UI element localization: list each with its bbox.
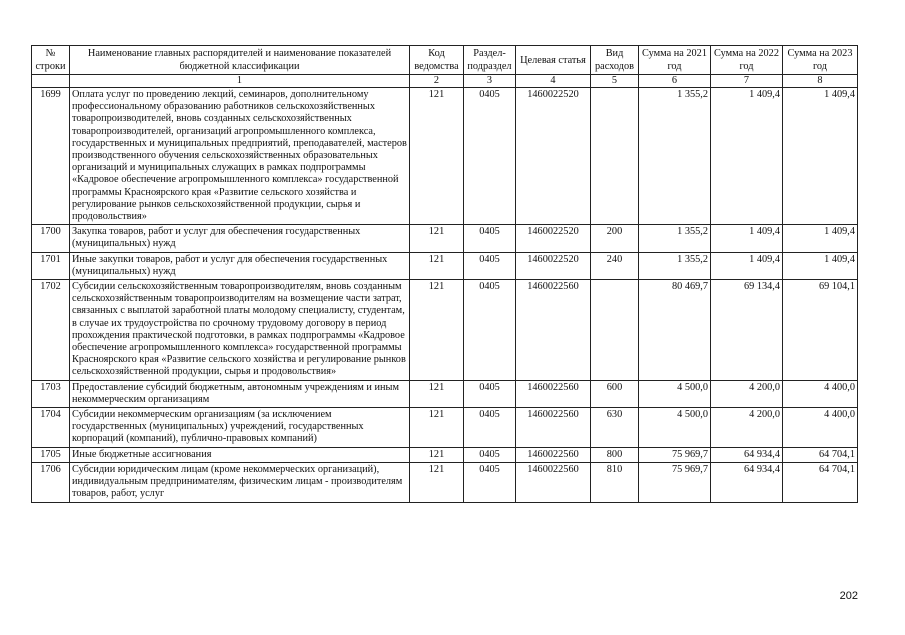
header-sum-2022: Сумма на 2022 год: [711, 46, 783, 75]
row-name: Оплата услуг по проведению лекций, семинаров, дополнительному профессиональному образованию работников сельскохозяйственных товаропроизводителей, вновь созданных сельскохозяйственных товаропроизводителей, организаций агропромышленного комплекса, государственных и муниципальных предприятий, преподавателей, мастеров производственного обучения сельскохозяйственных образовательных организаций и муниципальных служащих в рамках подпрограммы «Кадровое обеспечение агропромышленного комплекса» государственной программы Красноярского края «Развитие сельского хозяйства и регулирование рынков сельскохозяйственной продукции, сырья и продовольствия»: [70, 88, 410, 225]
row-department-code: 121: [410, 280, 464, 381]
document-page: [31, 45, 857, 503]
column-number: 4: [516, 75, 591, 88]
row-number: 1704: [32, 408, 70, 448]
table-row: [32, 225, 858, 252]
row-sum-2021: 80 469,7: [639, 280, 711, 381]
row-sum-2022: 69 134,4: [711, 280, 783, 381]
column-number: 1: [70, 75, 410, 88]
header-section: Раздел-подраздел: [464, 46, 516, 75]
row-target-article: 1460022560: [516, 462, 591, 502]
row-number: 1699: [32, 88, 70, 225]
column-number: 5: [591, 75, 639, 88]
row-target-article: 1460022560: [516, 408, 591, 448]
row-sum-2023: 1 409,4: [783, 252, 858, 279]
row-name: Закупка товаров, работ и услуг для обеспечения государственных (муниципальных) нужд: [70, 225, 410, 252]
row-expense-type: [591, 88, 639, 225]
row-expense-type: 800: [591, 447, 639, 462]
row-department-code: 121: [410, 462, 464, 502]
row-target-article: 1460022520: [516, 225, 591, 252]
table-row: [32, 447, 858, 462]
row-number: 1706: [32, 462, 70, 502]
row-name: Субсидии некоммерческим организациям (за исключением государственных (муниципальных) учреждений, государственных корпораций (компаний), публично-правовых компаний): [70, 408, 410, 448]
row-name: Субсидии юридическим лицам (кроме некоммерческих организаций), индивидуальным предпринимателям, физическим лицам - производителям товаров, работ, услуг: [70, 462, 410, 502]
page-number: 202: [839, 590, 858, 602]
row-sum-2021: 4 500,0: [639, 380, 711, 407]
row-section: 0405: [464, 280, 516, 381]
row-department-code: 121: [410, 252, 464, 279]
row-department-code: 121: [410, 88, 464, 225]
row-name: Предоставление субсидий бюджетным, автономным учреждениям и иным некоммерческим организациям: [70, 380, 410, 407]
row-department-code: 121: [410, 408, 464, 448]
row-target-article: 1460022560: [516, 280, 591, 381]
row-sum-2021: 75 969,7: [639, 462, 711, 502]
table-row: [32, 462, 858, 502]
row-number: 1705: [32, 447, 70, 462]
row-sum-2021: 4 500,0: [639, 408, 711, 448]
column-number: 8: [783, 75, 858, 88]
row-expense-type: 240: [591, 252, 639, 279]
row-sum-2022: 1 409,4: [711, 88, 783, 225]
row-sum-2023: 1 409,4: [783, 88, 858, 225]
column-number-empty: [32, 75, 70, 88]
budget-table: [31, 45, 858, 503]
row-sum-2022: 64 934,4: [711, 462, 783, 502]
header-row: [32, 46, 858, 75]
row-department-code: 121: [410, 447, 464, 462]
row-sum-2021: 75 969,7: [639, 447, 711, 462]
row-sum-2021: 1 355,2: [639, 88, 711, 225]
header-department-code: Код ведомства: [410, 46, 464, 75]
row-expense-type: [591, 280, 639, 381]
row-section: 0405: [464, 252, 516, 279]
table-row: [32, 280, 858, 381]
header-row-number: № строки: [32, 46, 70, 75]
row-target-article: 1460022560: [516, 447, 591, 462]
row-sum-2022: 64 934,4: [711, 447, 783, 462]
row-name: Иные бюджетные ассигнования: [70, 447, 410, 462]
row-sum-2022: 1 409,4: [711, 252, 783, 279]
row-sum-2023: 4 400,0: [783, 408, 858, 448]
row-target-article: 1460022520: [516, 252, 591, 279]
row-department-code: 121: [410, 225, 464, 252]
table-row: [32, 380, 858, 407]
table-row: [32, 408, 858, 448]
table-row: [32, 88, 858, 225]
row-section: 0405: [464, 380, 516, 407]
row-number: 1703: [32, 380, 70, 407]
header-sum-2023: Сумма на 2023 год: [783, 46, 858, 75]
row-sum-2022: 1 409,4: [711, 225, 783, 252]
row-expense-type: 600: [591, 380, 639, 407]
row-target-article: 1460022520: [516, 88, 591, 225]
row-expense-type: 810: [591, 462, 639, 502]
column-numbers-row: [32, 75, 858, 88]
row-sum-2023: 1 409,4: [783, 225, 858, 252]
header-expense-type: Вид расходов: [591, 46, 639, 75]
row-section: 0405: [464, 447, 516, 462]
row-sum-2022: 4 200,0: [711, 380, 783, 407]
column-number: 3: [464, 75, 516, 88]
header-sum-2021: Сумма на 2021 год: [639, 46, 711, 75]
row-number: 1700: [32, 225, 70, 252]
row-section: 0405: [464, 225, 516, 252]
row-name: Иные закупки товаров, работ и услуг для обеспечения государственных (муниципальных) нужд: [70, 252, 410, 279]
header-target-article: Целевая статья: [516, 46, 591, 75]
row-section: 0405: [464, 462, 516, 502]
row-sum-2023: 64 704,1: [783, 462, 858, 502]
row-expense-type: 630: [591, 408, 639, 448]
column-number: 2: [410, 75, 464, 88]
row-target-article: 1460022560: [516, 380, 591, 407]
row-section: 0405: [464, 408, 516, 448]
column-number: 6: [639, 75, 711, 88]
row-name: Субсидии сельскохозяйственным товаропроизводителям, вновь созданным сельскохозяйственным товаропроизводителям на возмещение части затрат, связанных с выплатой заработной платы молодому специалисту, студентам, в случае их трудоустройства по срочному трудовому договору в период прохождения практической подготовки, в рамках подпрограммы «Кадровое обеспечение агропромышленного комплекса» государственной программы Красноярского края «Развитие сельского хозяйства и регулирование рынков сельскохозяйственной продукции, сырья и продовольствия»: [70, 280, 410, 381]
row-department-code: 121: [410, 380, 464, 407]
row-sum-2023: 4 400,0: [783, 380, 858, 407]
table-row: [32, 252, 858, 279]
row-number: 1701: [32, 252, 70, 279]
row-sum-2021: 1 355,2: [639, 252, 711, 279]
row-sum-2021: 1 355,2: [639, 225, 711, 252]
row-number: 1702: [32, 280, 70, 381]
header-name: Наименование главных распорядителей и наименование показателей бюджетной классификации: [70, 46, 410, 75]
row-sum-2023: 69 104,1: [783, 280, 858, 381]
row-section: 0405: [464, 88, 516, 225]
row-expense-type: 200: [591, 225, 639, 252]
column-number: 7: [711, 75, 783, 88]
row-sum-2022: 4 200,0: [711, 408, 783, 448]
row-sum-2023: 64 704,1: [783, 447, 858, 462]
